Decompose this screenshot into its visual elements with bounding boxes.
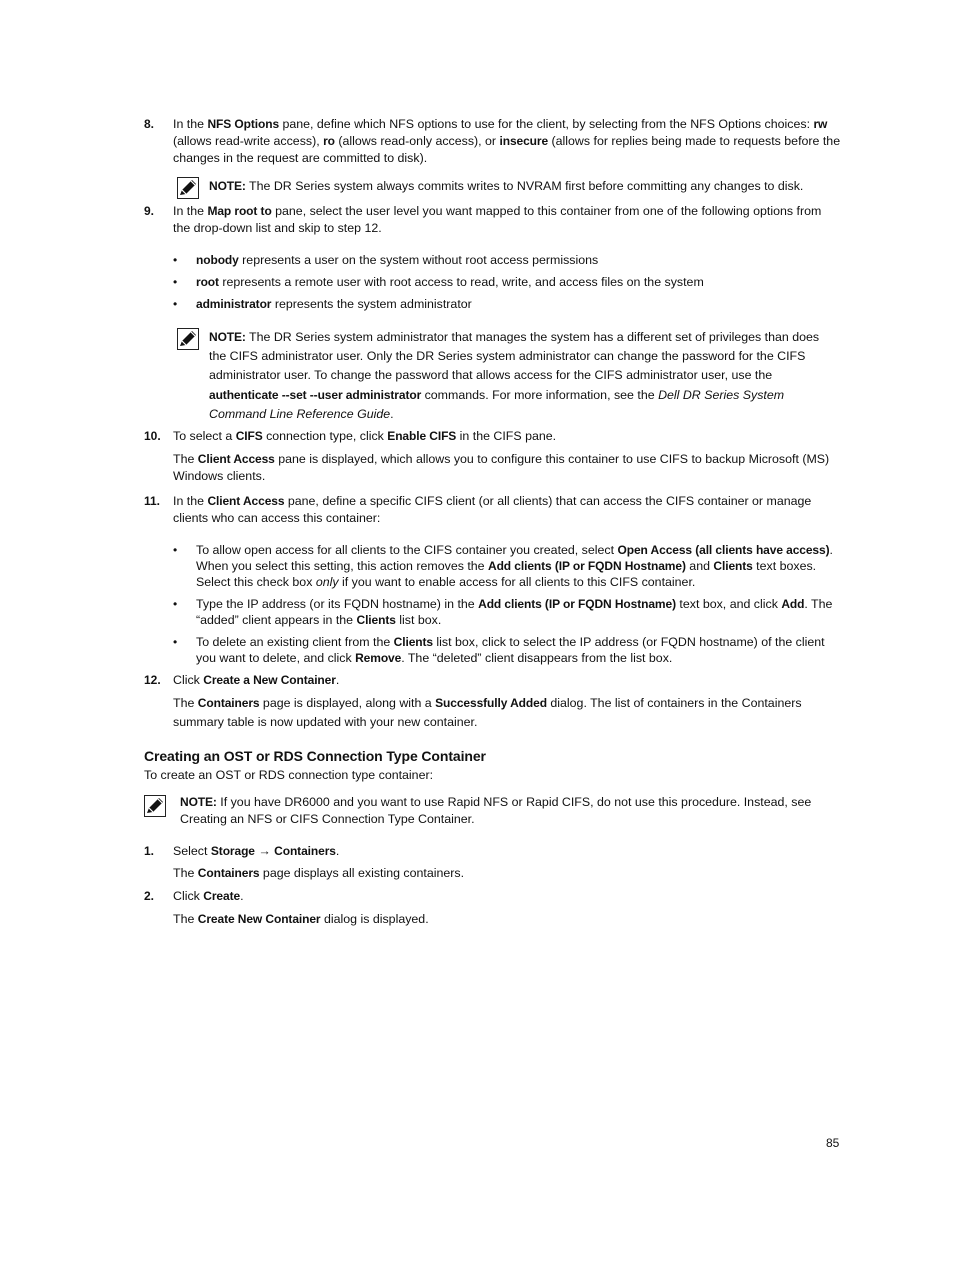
- ost-step-1-text: Select Storage → Containers.: [173, 844, 340, 858]
- step-10-result: The Client Access pane is displayed, which allows you to configure this container to use CIFS to backup Microsoft (MS) Windows clients.: [173, 452, 830, 483]
- step-number: 10.: [144, 429, 161, 443]
- ost-step-1-result: The Containers page displays all existing containers.: [173, 866, 465, 880]
- note-3: NOTE: If you have DR6000 and you want to use Rapid NFS or Rapid CIFS, do not use this procedure. Instead, see Creating an NFS or CIFS Connection Type Container.: [180, 795, 812, 826]
- note-1: NOTE: The DR Series system always commits writes to NVRAM first before committing any changes to disk.: [209, 179, 804, 193]
- list-item: To delete an existing client from the Clients list box, click to select the IP address (or FQDN hostname) of the client you want to delete, and click Remove. The “deleted” client disappears from the list box.: [196, 635, 825, 665]
- bullet: •: [173, 253, 178, 267]
- step-9-text: In the Map root to pane, select the user level you want mapped to this container from one of the following options from the drop-down list and skip to step 12.: [173, 204, 822, 235]
- bullet: •: [173, 597, 178, 611]
- section-intro: To create an OST or RDS connection type container:: [144, 768, 434, 782]
- step-number: 2.: [144, 889, 155, 903]
- step-12-result: The Containers page is displayed, along with a Successfully Added dialog. The list of containers in the Containers summary table is now updated with your new container.: [173, 696, 802, 729]
- step-11-text: In the Client Access pane, define a specific CIFS client (or all clients) that can access the CIFS container or manage clients who can access this container:: [173, 494, 812, 525]
- list-item: nobody represents a user on the system without root access permissions: [196, 253, 599, 267]
- step-number: 11.: [144, 494, 161, 508]
- page-number: 85: [826, 1136, 840, 1150]
- note-pencil-icon: [177, 328, 199, 350]
- list-item: To allow open access for all clients to the CIFS container you created, select Open Access (all clients have access). When you select this setting, this action removes the Add clients (IP or FQDN Hostname) and Clients text boxes. Select this check box only if you want to enable access for all clients to this CIFS container.: [196, 543, 833, 589]
- note-pencil-icon: [177, 177, 199, 199]
- step-number: 12.: [144, 673, 161, 687]
- step-8-text: In the NFS Options pane, define which NFS options to use for the client, by selecting from the NFS Options choices: rw (allows read-write access), ro (allows read-only access), or insecure (allows for replies being made to requests before the changes in the request are committed to disk).: [173, 117, 841, 165]
- bullet: •: [173, 275, 178, 289]
- ost-step-2-text: Click Create.: [173, 889, 244, 903]
- note-pencil-icon: [144, 795, 166, 817]
- list-item: administrator represents the system administrator: [196, 297, 472, 311]
- step-number: 9.: [144, 204, 155, 218]
- step-number: 1.: [144, 844, 155, 858]
- bullet: •: [173, 635, 178, 649]
- list-item: Type the IP address (or its FQDN hostname) in the Add clients (IP or FQDN Hostname) text box, and click Add. The “added” client appears in the Clients list box.: [196, 597, 833, 627]
- list-item: root represents a remote user with root access to read, write, and access files on the system: [196, 275, 704, 289]
- step-10-text: To select a CIFS connection type, click Enable CIFS in the CIFS pane.: [173, 429, 557, 443]
- ost-step-2-result: The Create New Container dialog is displayed.: [173, 912, 429, 926]
- section-heading: Creating an OST or RDS Connection Type Container: [144, 748, 486, 764]
- bullet: •: [173, 297, 178, 311]
- note-2: NOTE: The DR Series system administrator that manages the system has a different set of privileges than does the CIFS administrator user. Only the DR Series system administrator can change the password for the CIFS administrator user. To change the password that allows access for the CIFS administrator user, use the authenticate --set --user administrator commands. For more information, see the Dell DR Series System Command Line Reference Guide.: [209, 330, 820, 421]
- bullet: •: [173, 543, 178, 557]
- step-12-text: Click Create a New Container.: [173, 673, 340, 687]
- step-number: 8.: [144, 117, 155, 131]
